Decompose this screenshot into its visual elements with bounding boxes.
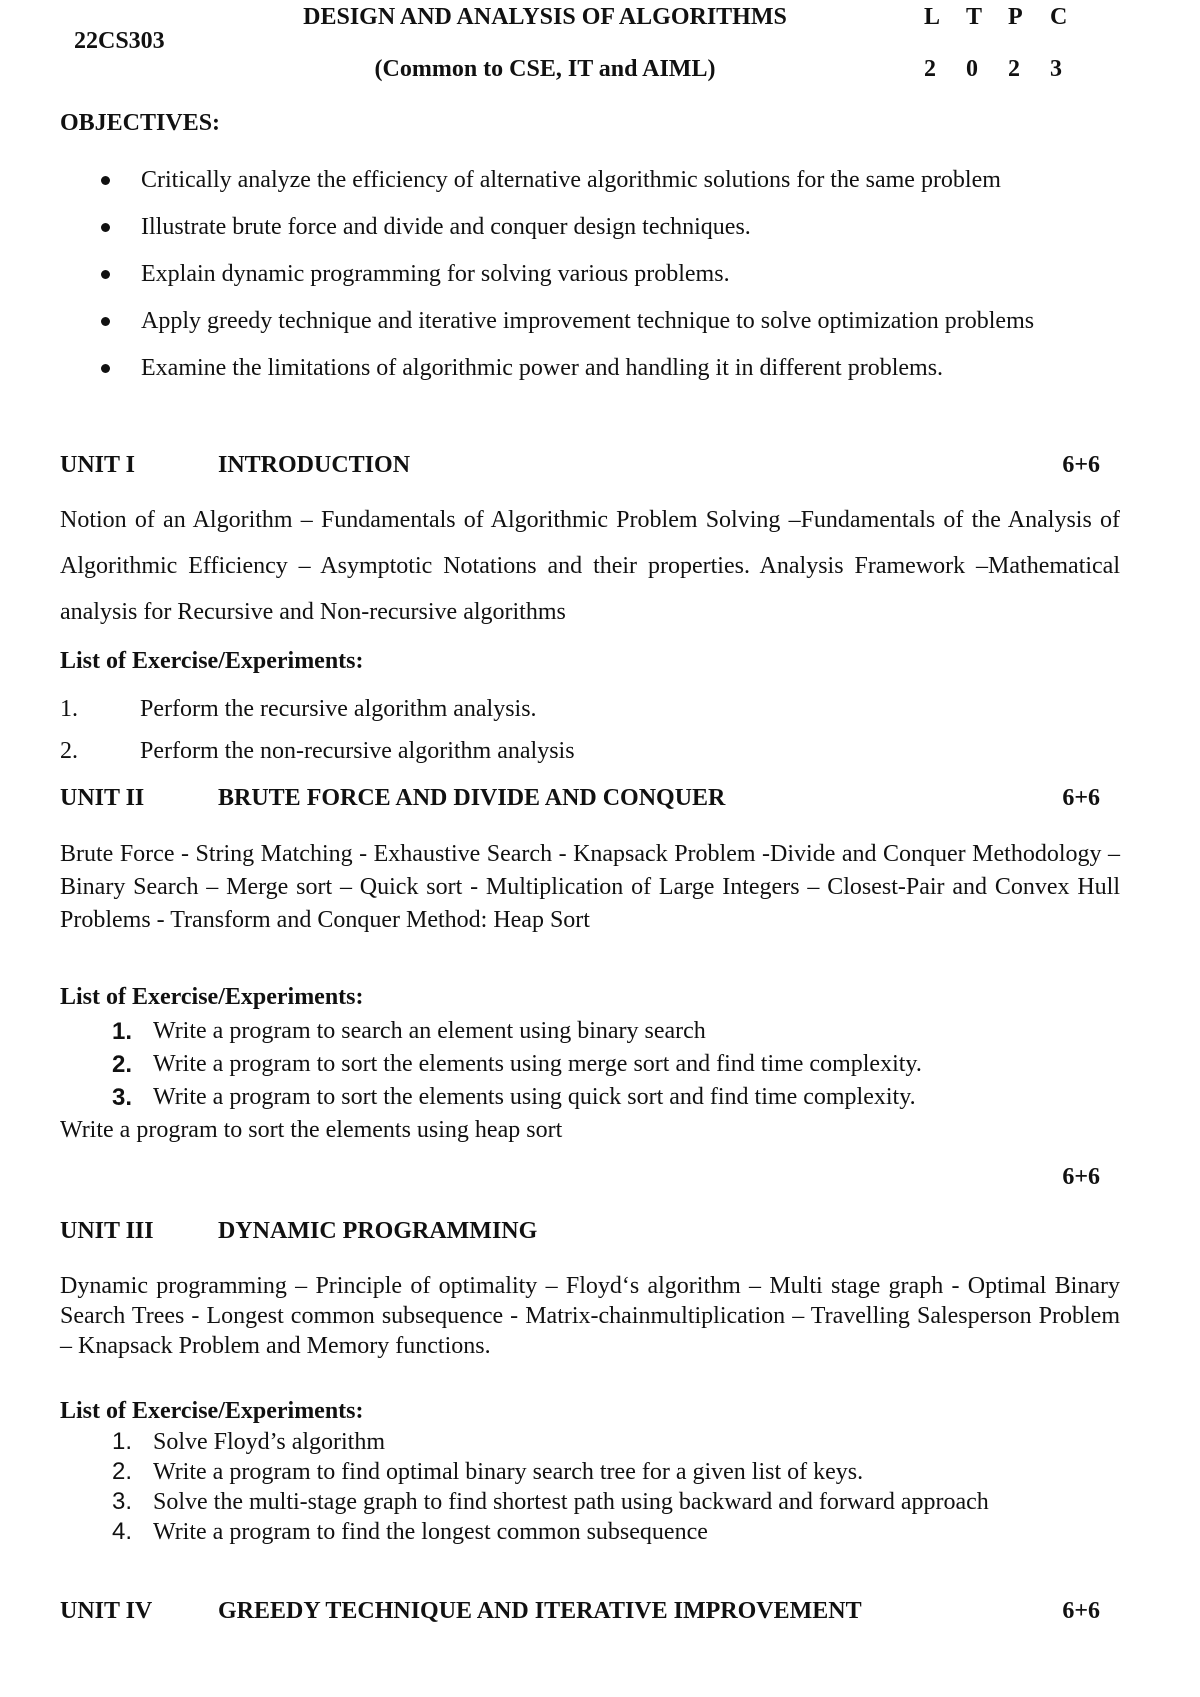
objectives-list (60, 157, 1120, 392)
unit-2-exercise-heading: List of Exercise/Experiments: (60, 984, 364, 1010)
bullet-icon (101, 176, 110, 185)
unit-2-content: Brute Force - String Matching - Exhaustive Search - Knapsack Problem -Divide and Conquer Methodology – Binary Search – Merge sort – Quick sort - Multiplication of Large Integers – Closest-Pair and Convex Hull Problems - Transform and Conquer Method: Heap Sort (60, 841, 1120, 933)
unit-code: UNIT I (60, 452, 135, 478)
unit-title: INTRODUCTION (218, 452, 411, 478)
list-item: 1. Perform the recursive algorithm analysis. (60, 696, 537, 722)
course-subtitle: (Common to CSE, IT and AIML) (374, 56, 716, 82)
unit-code: UNIT II (60, 785, 145, 811)
list-item: 3. Write a program to sort the elements using quick sort and find time complexity. (112, 1084, 916, 1111)
list-item: 4. Write a program to find the longest common subsequence (112, 1518, 708, 1545)
unit-3-exercise-heading: List of Exercise/Experiments: (60, 1398, 364, 1424)
unit-hours: 6+6 (1062, 1598, 1100, 1624)
course-code: 22CS303 (74, 28, 165, 54)
unit-code: UNIT III (60, 1218, 154, 1244)
unit-1-header (60, 452, 1100, 486)
ltpc-value-l: 2 (924, 56, 936, 82)
bullet-icon (101, 364, 110, 373)
unit-1-exercise-heading: List of Exercise/Experiments: (60, 648, 364, 674)
unit-1-content: Notion of an Algorithm – Fundamentals of Algorithmic Problem Solving –Fundamentals of the Analysis of Algorithmic Efficiency – Asymptotic Notations and their properties. Analysis Framework –Mathematical analysis for Recursive and Non-recursive algorithms (60, 507, 1120, 625)
list-item: 2. Write a program to sort the elements using merge sort and find time complexity. (112, 1051, 922, 1078)
unit-3-content: Dynamic programming – Principle of optimality – Floyd‘s algorithm – Multi stage graph - Optimal Binary Search Trees - Longest common subsequence - Matrix-chainmultiplication – Travelling Salesperson Problem – Knapsack Problem and Memory functions. (60, 1273, 1120, 1359)
ltpc-label-c: C (1050, 4, 1068, 30)
ltpc-label-p: P (1008, 4, 1023, 30)
ltpc-value-p: 2 (1008, 56, 1020, 82)
course-title: DESIGN AND ANALYSIS OF ALGORITHMS (303, 4, 787, 30)
unit-1-exercise-list (60, 688, 1120, 772)
bullet-icon (101, 317, 110, 326)
bullet-icon (101, 223, 110, 232)
unit-title: BRUTE FORCE AND DIVIDE AND CONQUER (218, 785, 726, 811)
unit-3-exercise-list (60, 1427, 1120, 1547)
bullet-icon (101, 270, 110, 279)
unit-4-header (60, 1598, 1100, 1632)
list-item: 2. Write a program to find optimal binary search tree for a given list of keys. (112, 1458, 864, 1485)
ltpc-label-l: L (924, 4, 941, 30)
list-item: 3. Solve the multi-stage graph to find shortest path using backward and forward approach (112, 1488, 989, 1515)
objective-item: Critically analyze the efficiency of alternative algorithmic solutions for the same problem (60, 157, 1120, 204)
unit-2-exercise-list (60, 1015, 1120, 1114)
ltpc-label-t: T (966, 4, 983, 30)
objective-item: Illustrate brute force and divide and conquer design techniques. (60, 204, 1120, 251)
ltpc-value-c: 3 (1050, 56, 1062, 82)
unit-2-extra-line: Write a program to sort the elements using heap sort (60, 1117, 563, 1143)
list-item: 1. Solve Floyd’s algorithm (112, 1428, 386, 1455)
unit-hours: 6+6 (1062, 452, 1100, 478)
unit-title: GREEDY TECHNIQUE AND ITERATIVE IMPROVEMENT (218, 1598, 862, 1624)
objective-item: Examine the limitations of algorithmic power and handling it in different problems. (60, 345, 1120, 392)
unit-code: UNIT IV (60, 1598, 153, 1624)
objective-item: Explain dynamic programming for solving various problems. (60, 251, 1120, 298)
stray-hours: 6+6 (1062, 1164, 1100, 1190)
list-item: 2. Perform the non-recursive algorithm analysis (60, 738, 575, 764)
list-item: 1. Write a program to search an element using binary search (112, 1018, 706, 1045)
unit-2-header (60, 785, 1100, 819)
objectives-heading: OBJECTIVES: (60, 110, 221, 136)
unit-3-header (60, 1218, 1100, 1252)
ltpc-value-t: 0 (966, 56, 978, 82)
unit-title: DYNAMIC PROGRAMMING (218, 1218, 538, 1244)
unit-hours: 6+6 (1062, 785, 1100, 811)
objective-item: Apply greedy technique and iterative improvement technique to solve optimization problems (60, 298, 1120, 345)
